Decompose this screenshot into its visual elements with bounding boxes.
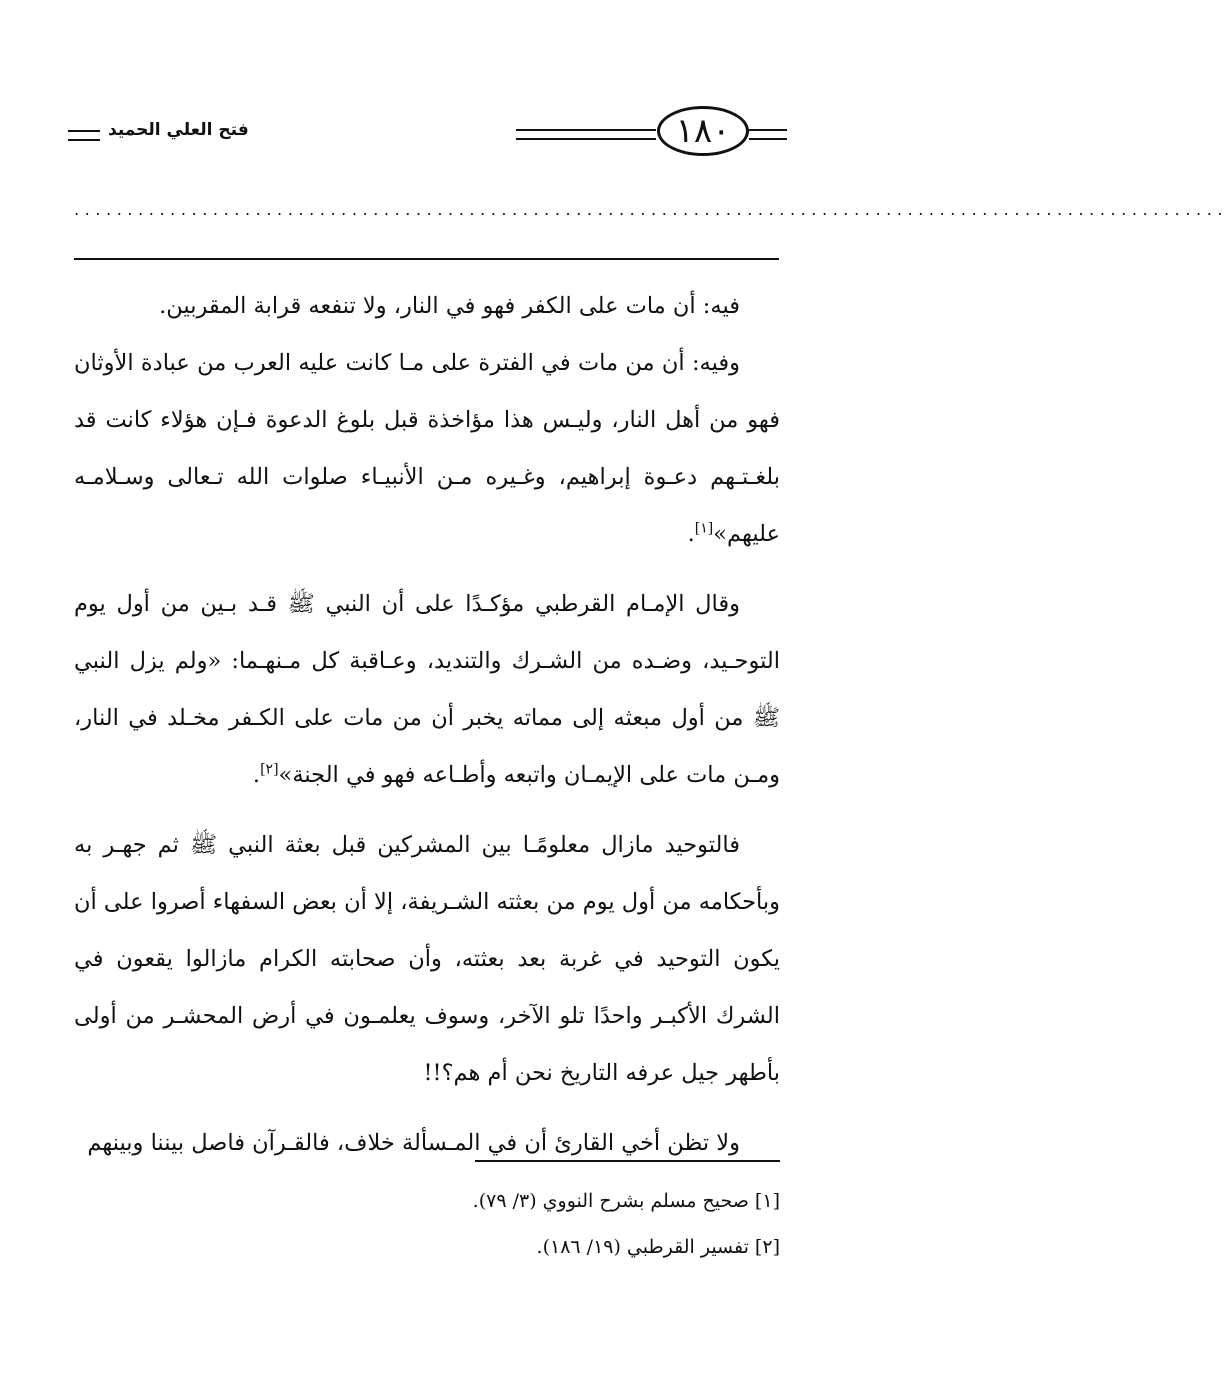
paragraph-5-text: ولا تظن أخي القارئ أن في المـسألة خلاف، فالقـرآن فاصل بيننا وبينهم — [87, 1130, 740, 1156]
header-ornament-left — [68, 130, 100, 141]
footnotes — [74, 1178, 780, 1270]
paragraph-2 — [74, 335, 780, 563]
paragraph-1 — [74, 278, 780, 335]
footnote-1: [١] صحيح مسلم بشرح النووي (٣/ ٧٩). — [472, 1190, 780, 1212]
body-text — [74, 278, 780, 1172]
footnote-rule — [475, 1160, 780, 1162]
header-ornament-right — [749, 129, 787, 140]
dotted-separator: ............................................................................................................ — [74, 200, 1228, 219]
footnote-ref-2: [٢] — [260, 761, 279, 778]
running-title: فتح العلي الحميد — [108, 120, 249, 140]
paragraph-2-end: . — [687, 521, 695, 547]
paragraph-3-end: . — [252, 762, 261, 788]
paragraph-5 — [74, 1115, 780, 1172]
paragraph-4 — [74, 817, 780, 1102]
paragraph-2-text: وفيه: أن من مات في الفترة على مـا كانت عليه العرب من عبادة الأوثان فهو من أهل النار، وليـس هذا مؤاخذة قبل بلوغ الدعوة فـإن هؤلاء كانت قد بلغـتـهم دعـوة إبراهيم، وغـيره مـن الأنبيـاء صلوات الله تـعالى وسـلامـه عليهم» — [74, 350, 780, 547]
paragraph-3 — [74, 576, 780, 804]
paragraph-4-text: فالتوحيد مازال معلومًـا بين المشركين قبل بعثة النبي ﷺ ثم جهـر به وبأحكامه من أول يوم من بعثته الشـريفة، إلا أن بعض السفهاء أصروا على أن يكون التوحيد في غربة بعد بعثته، وأن صحابته الكرام مازالوا يقعون في الشرك الأكبـر واحدًا تلو الآخر، وسوف يعلمـون في أرض المحشـر من أولى بأطهر جيل عرفه التاريخ نحن أم هم؟!! — [73, 832, 780, 1086]
footnote-ref-1: [١] — [694, 520, 714, 537]
page-header — [60, 100, 790, 170]
page-number: ١٨٠ — [657, 106, 749, 156]
header-rule — [516, 129, 656, 140]
top-rule — [74, 258, 779, 260]
paragraph-3-text: وقال الإمـام القرطبي مؤكـدًا على أن النبي ﷺ قـد بـين من أول يوم التوحـيد، وضـده من الشـرك والتنديد، وعـاقبة كل مـنهـما: «ولم يزل النبي ﷺ من أول مبعثه إلى مماته يخبر أن من مات على الكـفر مخـلد في النار، ومـن مات على الإيمـان واتبعه وأطـاعه فهو في الجنة» — [74, 591, 781, 788]
paragraph-1-text: فيه: أن مات على الكفر فهو في النار، ولا تنفعه قرابة المقربين. — [159, 293, 740, 319]
footnote-2: [٢] تفسير القرطبي (١٩/ ١٨٦). — [536, 1236, 780, 1258]
